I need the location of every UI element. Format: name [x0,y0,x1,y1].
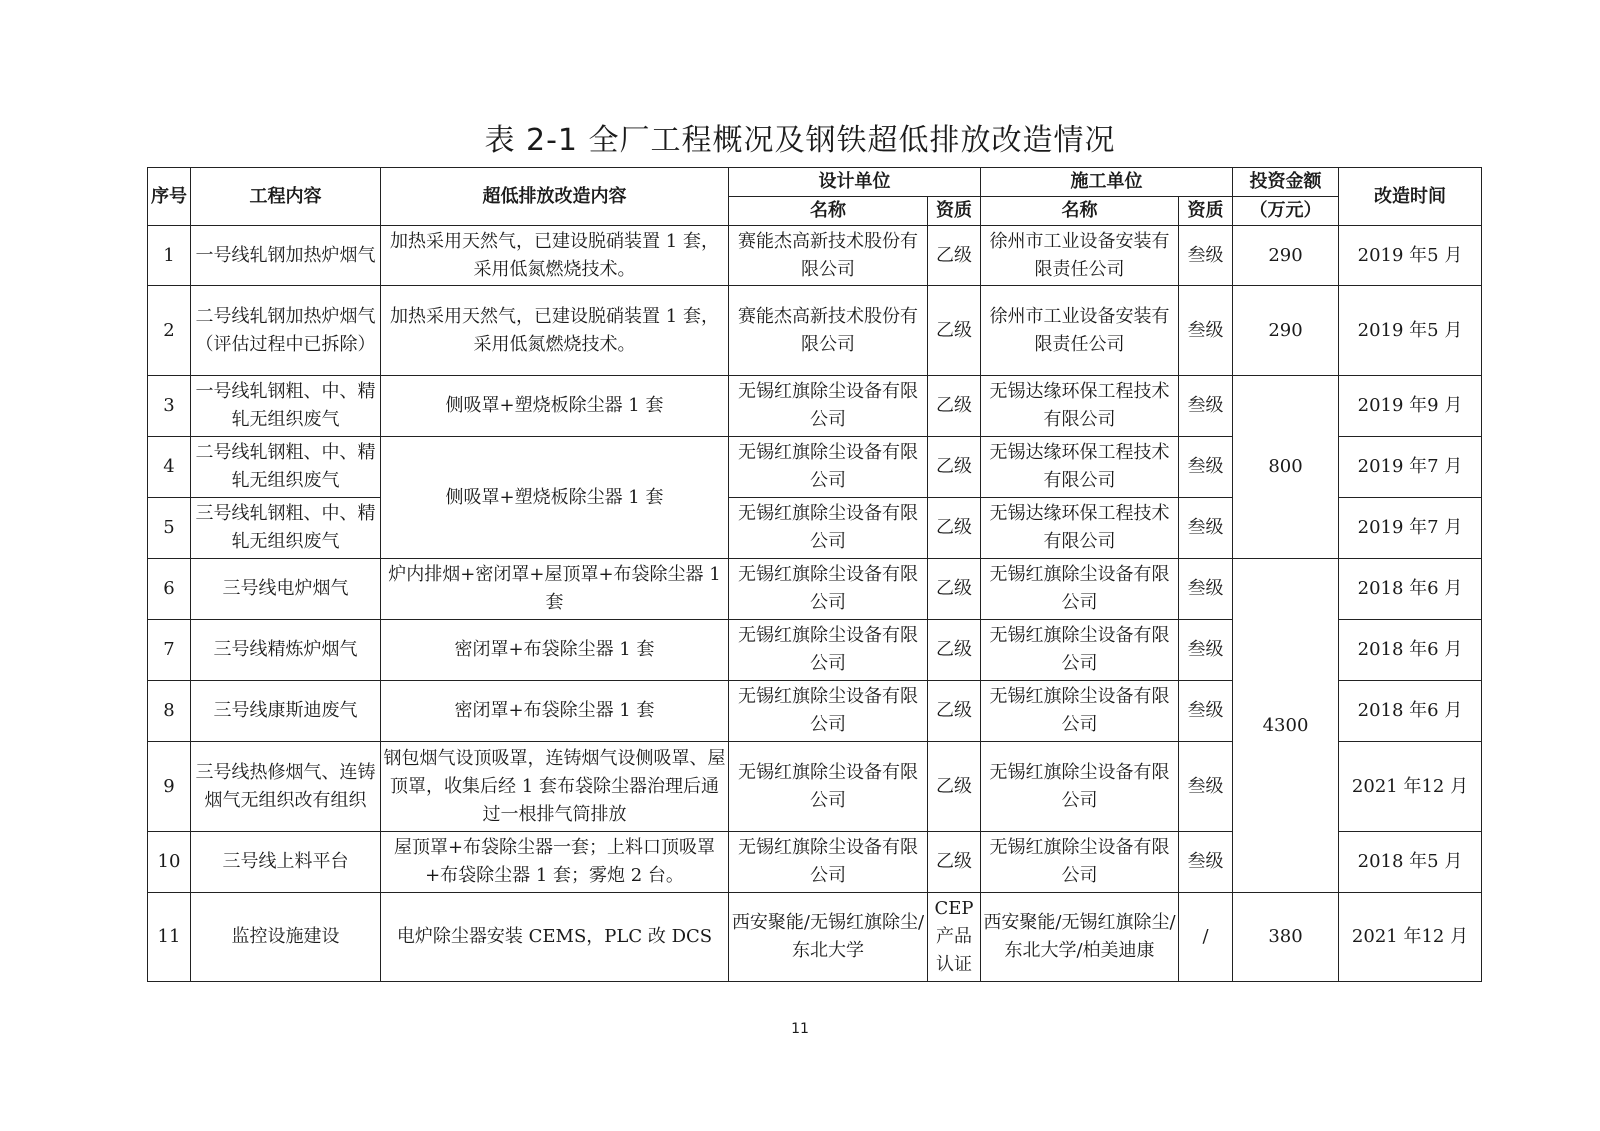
cell-seq: 2 [148,286,191,376]
header-construction-unit: 施工单位 [981,168,1233,197]
cell-seq: 7 [148,620,191,681]
cell-construction-unit: 徐州市工业设备安装有限责任公司 [981,226,1179,286]
cell-project: 三号线轧钢粗、中、精轧无组织废气 [191,498,381,559]
cell-project: 监控设施建设 [191,893,381,982]
header-construction-qualification: 资质 [1179,197,1233,226]
cell-construction-unit: 无锡红旗除尘设备有限公司 [981,832,1179,893]
cell-construction-unit: 无锡达缘环保工程技术有限公司 [981,437,1179,498]
cell-seq: 3 [148,376,191,437]
table-row [148,226,1482,286]
cell-project: 三号线上料平台 [191,832,381,893]
cell-construction-qualification: / [1179,893,1233,982]
cell-construction-qualification: 叁级 [1179,742,1233,832]
cell-construction-qualification: 叁级 [1179,286,1233,376]
header-construction-name: 名称 [981,197,1179,226]
cell-design-unit: 赛能杰高新技术股份有限公司 [729,286,928,376]
cell-design-qualification: CEP 产品认证 [928,893,981,982]
cell-seq: 6 [148,559,191,620]
cell-design-unit: 赛能杰高新技术股份有限公司 [729,226,928,286]
cell-construction-qualification: 叁级 [1179,437,1233,498]
cell-construction-qualification: 叁级 [1179,620,1233,681]
cell-investment: 290 [1233,286,1339,376]
header-content: 超低排放改造内容 [381,168,729,226]
cell-construction-unit: 无锡红旗除尘设备有限公司 [981,742,1179,832]
cell-content: 电炉除尘器安装 CEMS，PLC 改 DCS [381,893,729,982]
cell-content: 钢包烟气设顶吸罩，连铸烟气设侧吸罩、屋顶罩，收集后经 1 套布袋除尘器治理后通过一根排气筒排放 [381,742,729,832]
cell-construction-unit: 无锡红旗除尘设备有限公司 [981,559,1179,620]
cell-design-qualification: 乙级 [928,226,981,286]
header-design-unit: 设计单位 [729,168,981,197]
cell-construction-unit: 无锡红旗除尘设备有限公司 [981,681,1179,742]
header-time: 改造时间 [1339,168,1482,226]
header-row-1 [148,168,1482,197]
cell-design-qualification: 乙级 [928,681,981,742]
cell-content: 屋顶罩+布袋除尘器一套；上料口顶吸罩+布袋除尘器 1 套；雾炮 2 台。 [381,832,729,893]
cell-content: 密闭罩+布袋除尘器 1 套 [381,681,729,742]
cell-construction-qualification: 叁级 [1179,681,1233,742]
cell-design-unit: 无锡红旗除尘设备有限公司 [729,832,928,893]
cell-design-unit: 西安聚能/无锡红旗除尘/东北大学 [729,893,928,982]
cell-time: 2018 年6 月 [1339,559,1482,620]
table-title: 表 2-1 全厂工程概况及钢铁超低排放改造情况 [484,123,1116,158]
cell-time: 2018 年6 月 [1339,620,1482,681]
cell-project: 二号线轧钢加热炉烟气（评估过程中已拆除） [191,286,381,376]
cell-design-qualification: 乙级 [928,559,981,620]
cell-construction-qualification: 叁级 [1179,559,1233,620]
cell-project: 一号线轧钢粗、中、精轧无组织废气 [191,376,381,437]
cell-construction-unit: 徐州市工业设备安装有限责任公司 [981,286,1179,376]
cell-project: 三号线电炉烟气 [191,559,381,620]
cell-content: 炉内排烟+密闭罩+屋顶罩+布袋除尘器 1 套 [381,559,729,620]
page-number: 11 [791,1021,809,1037]
cell-seq: 5 [148,498,191,559]
cell-design-unit: 无锡红旗除尘设备有限公司 [729,559,928,620]
cell-project: 二号线轧钢粗、中、精轧无组织废气 [191,437,381,498]
cell-investment: 4300 [1233,559,1339,893]
cell-time: 2019 年7 月 [1339,437,1482,498]
cell-design-qualification: 乙级 [928,286,981,376]
header-design-qualification: 资质 [928,197,981,226]
table-row [148,376,1482,437]
cell-construction-qualification: 叁级 [1179,832,1233,893]
cell-time: 2019 年7 月 [1339,498,1482,559]
cell-seq: 11 [148,893,191,982]
cell-construction-unit: 无锡红旗除尘设备有限公司 [981,620,1179,681]
cell-content: 加热采用天然气，已建设脱硝装置 1 套，采用低氮燃烧技术。 [381,286,729,376]
header-investment: 投资金额 [1233,168,1339,197]
cell-design-unit: 无锡红旗除尘设备有限公司 [729,498,928,559]
cell-design-unit: 无锡红旗除尘设备有限公司 [729,620,928,681]
cell-seq: 4 [148,437,191,498]
cell-content: 密闭罩+布袋除尘器 1 套 [381,620,729,681]
cell-investment: 380 [1233,893,1339,982]
cell-design-unit: 无锡红旗除尘设备有限公司 [729,437,928,498]
cell-time: 2018 年5 月 [1339,832,1482,893]
cell-project: 三号线精炼炉烟气 [191,620,381,681]
cell-time: 2021 年12 月 [1339,742,1482,832]
emission-retrofit-table [147,167,1482,982]
header-design-name: 名称 [729,197,928,226]
cell-investment: 290 [1233,226,1339,286]
cell-construction-unit: 无锡达缘环保工程技术有限公司 [981,498,1179,559]
cell-design-unit: 无锡红旗除尘设备有限公司 [729,376,928,437]
cell-design-unit: 无锡红旗除尘设备有限公司 [729,681,928,742]
cell-content: 侧吸罩+塑烧板除尘器 1 套 [381,376,729,437]
cell-seq: 8 [148,681,191,742]
cell-time: 2019 年9 月 [1339,376,1482,437]
cell-design-unit: 无锡红旗除尘设备有限公司 [729,742,928,832]
cell-construction-unit: 西安聚能/无锡红旗除尘/东北大学/柏美迪康 [981,893,1179,982]
cell-content: 加热采用天然气，已建设脱硝装置 1 套，采用低氮燃烧技术。 [381,226,729,286]
table-row [148,286,1482,376]
cell-time: 2021 年12 月 [1339,893,1482,982]
cell-design-qualification: 乙级 [928,376,981,437]
table-row [148,893,1482,982]
cell-design-qualification: 乙级 [928,832,981,893]
cell-content: 侧吸罩+塑烧板除尘器 1 套 [381,437,729,559]
cell-time: 2019 年5 月 [1339,286,1482,376]
header-investment-unit: （万元） [1233,197,1339,226]
cell-construction-qualification: 叁级 [1179,226,1233,286]
cell-design-qualification: 乙级 [928,437,981,498]
cell-construction-unit: 无锡达缘环保工程技术有限公司 [981,376,1179,437]
cell-project: 三号线热修烟气、连铸烟气无组织改有组织 [191,742,381,832]
cell-construction-qualification: 叁级 [1179,376,1233,437]
header-seq: 序号 [148,168,191,226]
table-row [148,559,1482,620]
cell-seq: 9 [148,742,191,832]
header-project: 工程内容 [191,168,381,226]
cell-seq: 10 [148,832,191,893]
cell-design-qualification: 乙级 [928,620,981,681]
cell-project: 一号线轧钢加热炉烟气 [191,226,381,286]
cell-time: 2019 年5 月 [1339,226,1482,286]
cell-time: 2018 年6 月 [1339,681,1482,742]
cell-seq: 1 [148,226,191,286]
cell-construction-qualification: 叁级 [1179,498,1233,559]
cell-project: 三号线康斯迪废气 [191,681,381,742]
cell-investment: 800 [1233,376,1339,559]
cell-design-qualification: 乙级 [928,498,981,559]
cell-design-qualification: 乙级 [928,742,981,832]
